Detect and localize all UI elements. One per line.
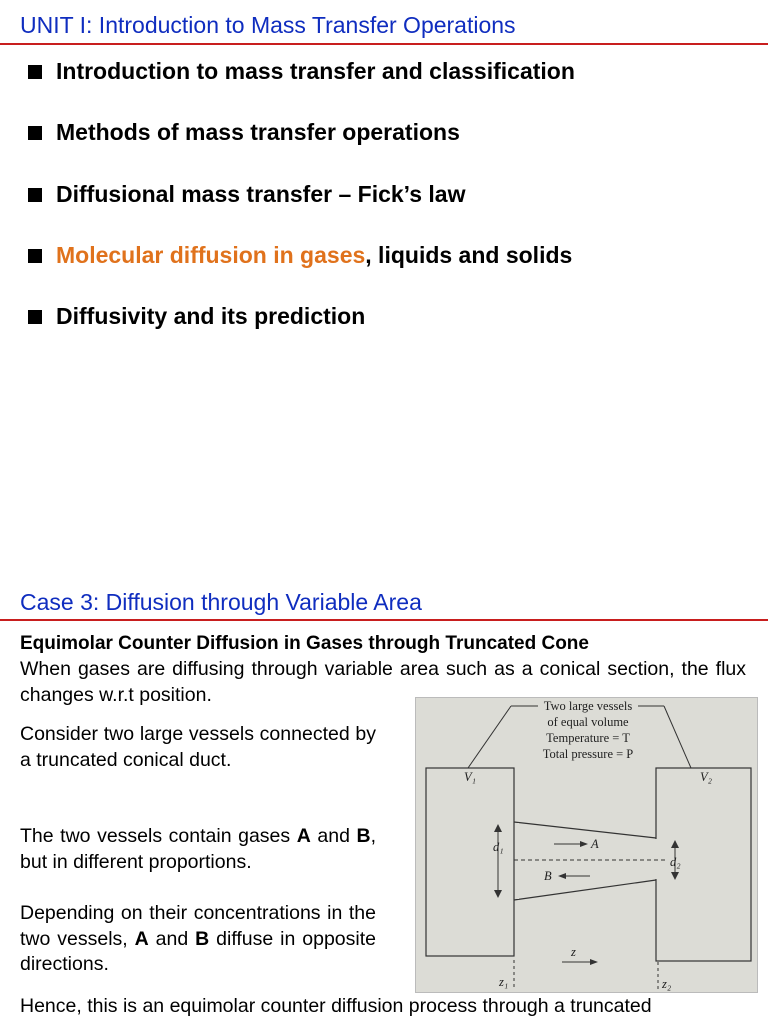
gas-b-symbol: B: [544, 869, 552, 883]
vessel-v1-label: V₁: [464, 770, 476, 784]
bullet-square-icon: [28, 126, 42, 140]
duct-lower-wall: [514, 880, 656, 900]
title-rule: [0, 619, 768, 621]
caption-line: Total pressure = P: [542, 747, 634, 761]
unit-title: UNIT I: Introduction to Mass Transfer Operations: [20, 12, 516, 38]
bullet-square-icon: [28, 310, 42, 324]
gas-a-label: A: [296, 825, 311, 847]
bullet-item: [28, 303, 365, 330]
caption-line: Two large vessels: [543, 699, 633, 713]
arrow-head-icon: [671, 872, 679, 880]
truncated-cone-figure: [415, 697, 758, 993]
arrow-right-icon: [580, 841, 588, 847]
slide-case-3: [0, 580, 768, 1024]
conclusion-paragraph: Hence, this is an equimolar counter diffusion process through a truncated: [20, 995, 652, 1017]
vessel-v2-label: V₂: [700, 770, 712, 784]
bullet-item: [28, 119, 460, 146]
case-subtitle: Equimolar Counter Diffusion in Gases through Truncated Cone: [20, 633, 589, 654]
bullet-item: [28, 181, 465, 208]
paragraph-vessels: Consider two large vessels connected by a truncated conical duct.: [20, 723, 376, 771]
caption-line: of equal volume: [547, 715, 629, 729]
text-run: diffuse in opposite directions.: [20, 927, 376, 975]
arrow-head-icon: [494, 824, 502, 832]
text-run: The two vessels contain gases: [20, 825, 297, 847]
text-run: and: [310, 825, 357, 847]
paragraph-diffusion: [20, 901, 376, 978]
bullet-item: [28, 58, 575, 85]
duct-opening-left: [515, 823, 519, 899]
bullet-highlight-text: Molecular diffusion in gases: [56, 242, 366, 268]
intro-paragraph: When gases are diffusing through variable area such as a conical section, the flux changes w.r.t position.: [20, 658, 746, 706]
duct-opening-right: [653, 839, 657, 879]
arrow-head-icon: [671, 840, 679, 848]
caption-leader: [664, 706, 691, 768]
z-axis-label: z: [571, 945, 576, 959]
caption-line: Temperature = T: [546, 731, 630, 745]
vessel-diagram: [416, 698, 757, 992]
gas-a-label: A: [134, 927, 149, 950]
bullet-text: Diffusional mass transfer – Fick’s law: [56, 181, 466, 207]
bullet-square-icon: [28, 65, 42, 79]
text-run: Depending on their concentrations in the two vessels,: [20, 902, 376, 950]
title-rule: [0, 43, 768, 45]
bullet-text: Diffusivity and its prediction: [56, 303, 366, 329]
bullet-square-icon: [28, 188, 42, 202]
arrow-right-icon: [590, 959, 598, 965]
bullet-item: [28, 242, 572, 269]
gas-a-symbol: A: [591, 837, 599, 851]
bullet-text: Introduction to mass transfer and classification: [56, 58, 575, 84]
paragraph-gases: [20, 824, 376, 875]
d2-label: d₂: [670, 855, 681, 869]
gas-b-label: B: [356, 825, 371, 847]
arrow-head-icon: [494, 890, 502, 898]
text-run: , but in different proportions.: [20, 825, 376, 873]
d1-label: d₁: [493, 840, 504, 854]
z1-label: z₁: [499, 975, 509, 989]
caption-leader: [468, 706, 511, 768]
gas-b-label: B: [195, 927, 210, 950]
vessel-left: [426, 768, 514, 956]
bullet-text: Methods of mass transfer operations: [56, 119, 460, 145]
arrow-left-icon: [558, 873, 566, 879]
bullet-text: , liquids and solids: [365, 242, 573, 268]
case-title: Case 3: Diffusion through Variable Area: [20, 589, 422, 615]
duct-upper-wall: [514, 822, 656, 838]
z2-label: z₂: [662, 977, 672, 991]
bullet-square-icon: [28, 249, 42, 263]
text-run: and: [148, 927, 196, 950]
